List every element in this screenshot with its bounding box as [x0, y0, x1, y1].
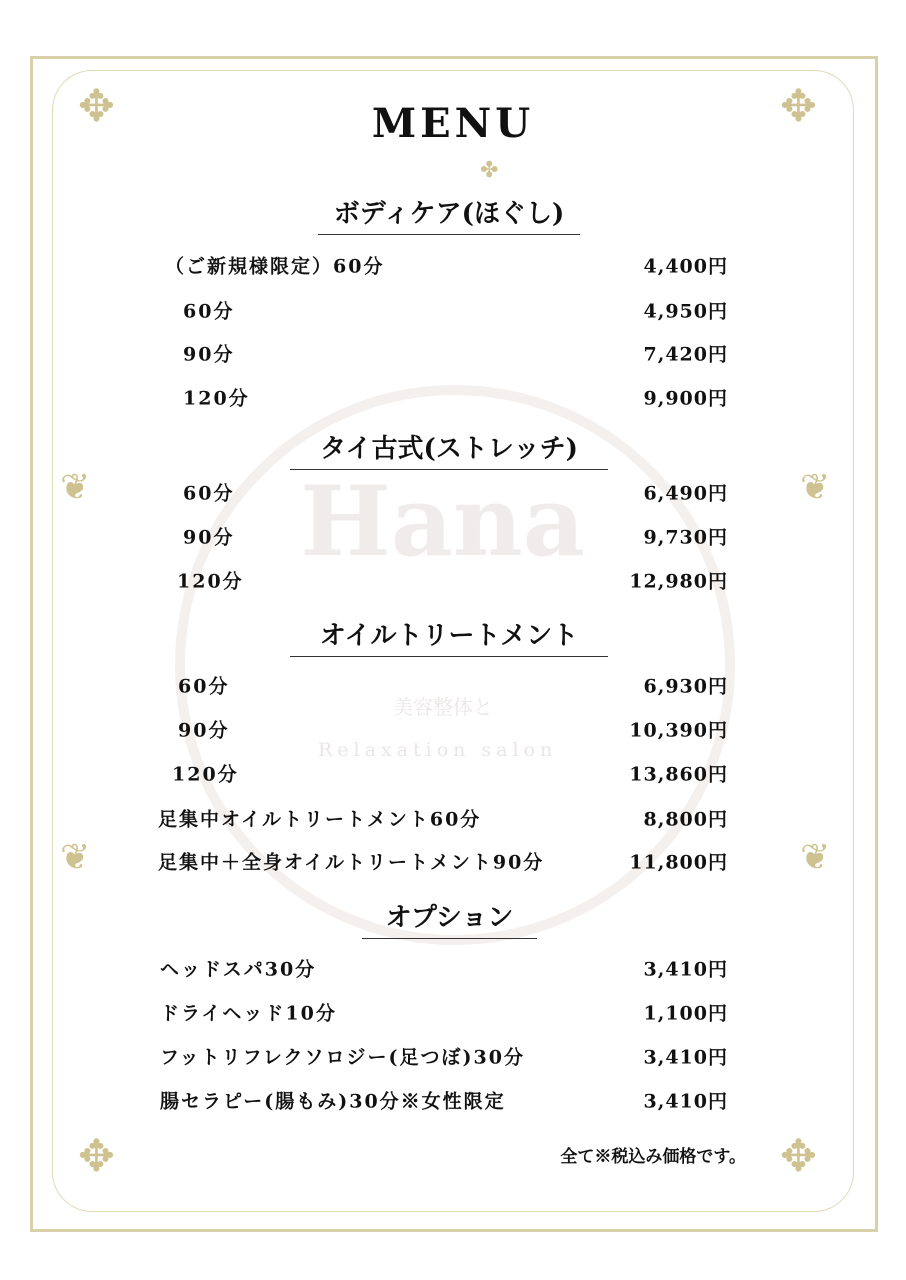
title-ornament-icon: ✤: [480, 158, 499, 183]
item-price: 6,490円: [643, 482, 728, 505]
item-name: 120分: [177, 570, 244, 593]
item-name: 60分: [183, 300, 235, 323]
item-price: 4,400円: [643, 255, 728, 278]
flower-ornament-icon: ✥: [780, 81, 817, 132]
item-price: 3,410円: [643, 1046, 728, 1069]
item-price: 1,100円: [643, 1002, 728, 1025]
flower-ornament-icon: ✥: [78, 1131, 115, 1182]
section-heading: ボディケア(ほぐし): [318, 193, 580, 235]
item-name: 60分: [178, 675, 230, 698]
item-price: 3,410円: [643, 958, 728, 981]
item-name: フットリフレクソロジー(足つぼ)30分: [160, 1046, 525, 1069]
item-name: 90分: [178, 719, 230, 742]
item-price: 7,420円: [643, 343, 728, 366]
item-name: 足集中オイルトリートメント60分: [158, 808, 482, 831]
item-name: 90分: [183, 343, 235, 366]
page-title: MENU: [371, 100, 535, 147]
item-price: 12,980円: [629, 570, 728, 593]
item-price: 13,860円: [629, 763, 728, 786]
item-name: 120分: [172, 763, 239, 786]
watermark-subtitle-en: Relaxation salon: [318, 739, 558, 761]
scroll-ornament-icon: ❦: [60, 467, 91, 508]
scroll-ornament-icon: ❦: [60, 837, 91, 878]
item-name: ヘッドスパ30分: [160, 958, 317, 981]
section-heading: オプション: [362, 897, 537, 939]
item-price: 8,800円: [643, 808, 728, 831]
item-price: 6,930円: [643, 675, 728, 698]
item-name: 足集中＋全身オイルトリートメント90分: [158, 851, 545, 874]
item-name: （ご新規様限定）60分: [165, 255, 385, 278]
item-price: 9,900円: [643, 387, 728, 410]
scroll-ornament-icon: ❦: [800, 837, 831, 878]
item-price: 3,410円: [643, 1090, 728, 1113]
watermark-logo: Hana: [300, 465, 585, 578]
item-name: 120分: [183, 387, 250, 410]
watermark-subtitle-jp: 美容整体と: [393, 695, 493, 719]
item-name: ドライヘッド10分: [160, 1002, 337, 1025]
item-price: 10,390円: [629, 719, 728, 742]
tax-note: 全て※税込み価格です。: [560, 1147, 746, 1167]
scroll-ornament-icon: ❦: [800, 467, 831, 508]
item-price: 11,800円: [629, 851, 728, 874]
item-price: 4,950円: [643, 300, 728, 323]
section-heading: タイ古式(ストレッチ): [290, 428, 608, 470]
section-heading: オイルトリートメント: [290, 615, 608, 657]
item-price: 9,730円: [643, 526, 728, 549]
item-name: 腸セラピー(腸もみ)30分※女性限定: [160, 1090, 506, 1113]
item-name: 90分: [183, 526, 235, 549]
flower-ornament-icon: ✥: [780, 1131, 817, 1182]
flower-ornament-icon: ✥: [78, 81, 115, 132]
item-name: 60分: [183, 482, 235, 505]
